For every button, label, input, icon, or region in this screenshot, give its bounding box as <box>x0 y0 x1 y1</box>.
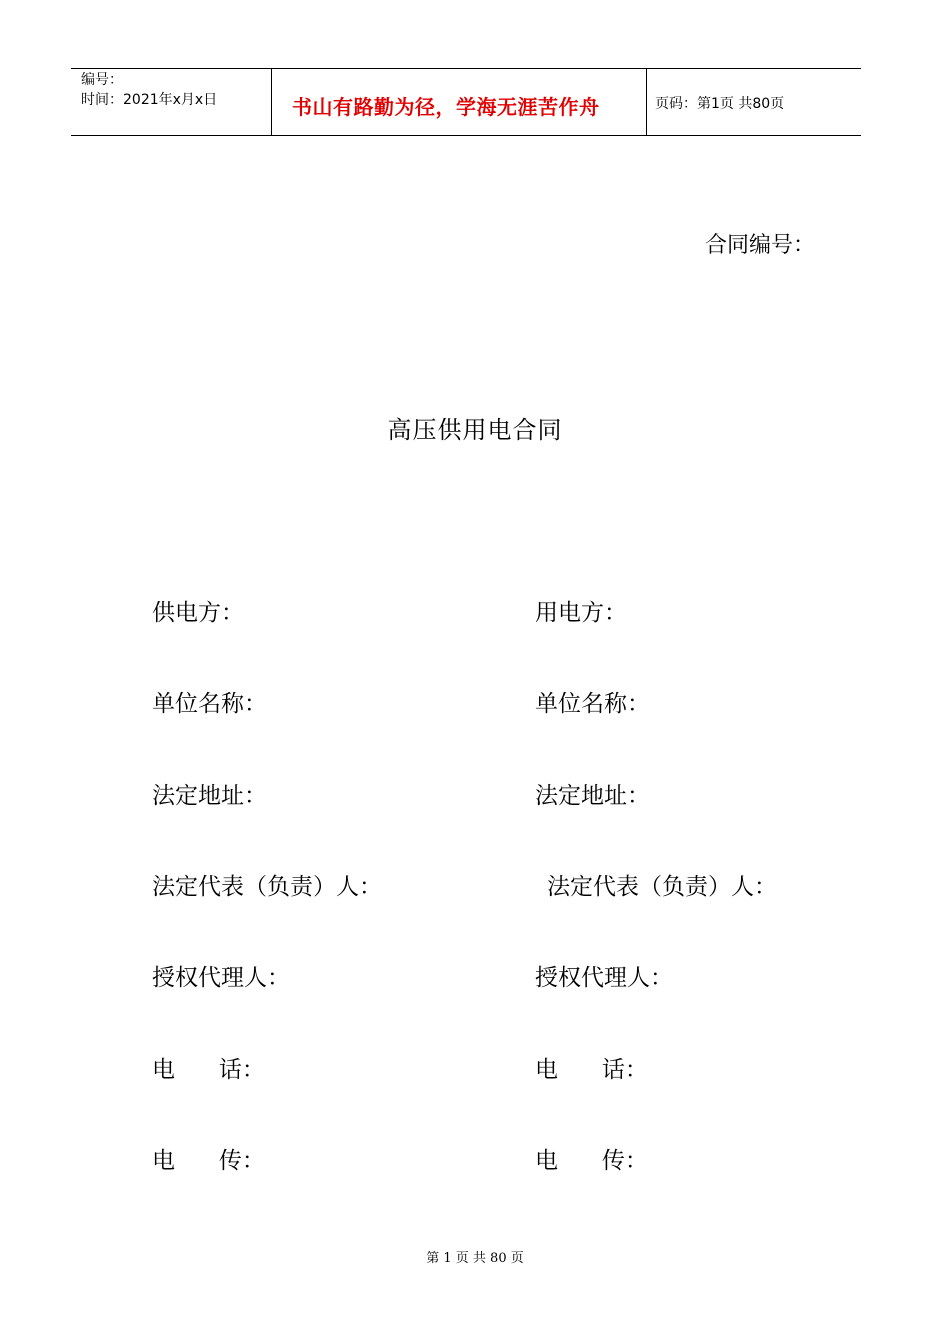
header-left-cell <box>71 69 272 135</box>
consumer-address-label: 法定地址： <box>535 783 650 809</box>
consumer-party-label: 用电方： <box>535 600 627 626</box>
supplier-address-label: 法定地址： <box>152 783 267 809</box>
document-header-table <box>71 68 861 136</box>
supplier-legal-rep-label: 法定代表（负责）人： <box>152 874 382 900</box>
consumer-fax-label: 电 传： <box>535 1148 648 1174</box>
header-page-cell <box>647 69 861 135</box>
consumer-phone-label: 电 话： <box>535 1057 648 1083</box>
document-title: 高压供用电合同 <box>387 416 563 444</box>
supplier-fax-label: 电 传： <box>152 1148 265 1174</box>
time-label: 时间：2021年x月x日 <box>81 92 218 108</box>
motto-text: 书山有路勤为径，学海无涯苦作舟 <box>292 95 600 119</box>
contract-number-label: 合同编号： <box>705 233 816 258</box>
supplier-unit-name-label: 单位名称： <box>152 691 267 717</box>
header-motto-cell <box>272 69 647 135</box>
consumer-unit-name-label: 单位名称： <box>535 691 650 717</box>
consumer-agent-label: 授权代理人： <box>535 965 673 991</box>
page-footer: 第 1 页 共 80 页 <box>426 1251 524 1266</box>
page-code: 页码：第1页 共80页 <box>655 96 785 112</box>
number-label: 编号： <box>81 72 123 88</box>
supplier-party-label: 供电方： <box>152 600 244 626</box>
supplier-phone-label: 电 话： <box>152 1057 265 1083</box>
consumer-legal-rep-label: 法定代表（负责）人： <box>547 874 777 900</box>
supplier-agent-label: 授权代理人： <box>152 965 290 991</box>
